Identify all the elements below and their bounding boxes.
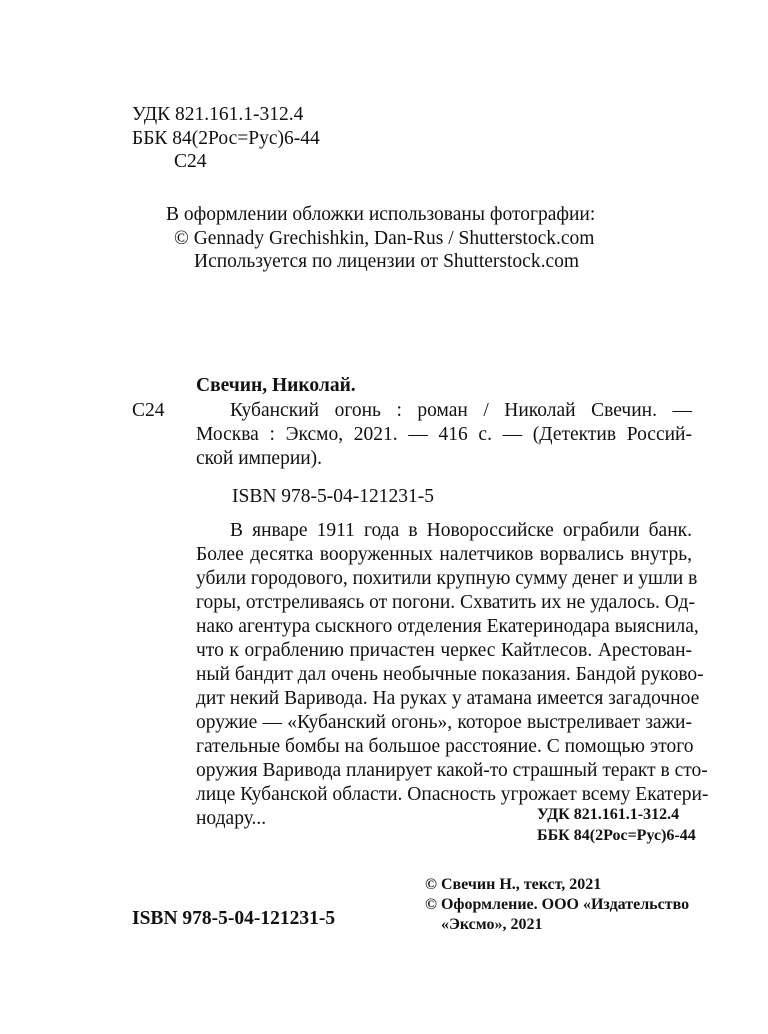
annotation-line: оружия Варивода планирует какой-то страшный теракт в сто-: [196, 760, 708, 781]
annotation-line: горы, отстреливаясь от погони. Схватить их не удалось. Од-: [196, 592, 695, 613]
annotation-line: лице Кубанской области. Опасность угрожает всему Екатери-: [196, 784, 709, 805]
annotation-line: нако агентура сыскного отделения Екатеринодара выяснила,: [196, 616, 699, 637]
annotation-line: В январе 1911 года в Новороссийске ограбили банк.: [230, 520, 692, 541]
annotation-line: убили городового, похитили крупную сумму денег и ушли в: [196, 568, 698, 589]
annotation-line: дит некий Варивода. На руках у атамана имеется загадочное: [196, 688, 700, 709]
catalog-isbn: ISBN 978-5-04-121231-5: [232, 486, 435, 507]
annotation-line: что к ограблению причастен черкес Кайтлесов. Арестован-: [196, 640, 692, 661]
author-code: С24: [174, 151, 207, 172]
copyright-design-line-2: «Эксмо», 2021: [441, 916, 543, 933]
annotation-line: гательные бомбы на большое расстояние. С помощью этого: [196, 736, 694, 757]
catalog-description-line: ской империи).: [196, 448, 323, 469]
copyright-design-line-1: © Оформление. ООО «Издательство: [425, 896, 690, 913]
annotation-line: нодару...: [196, 808, 267, 829]
cover-credit-line-2: © Gennady Grechishkin, Dan-Rus / Shutterstock.com: [174, 228, 595, 249]
catalog-description: [196, 399, 692, 471]
annotation: [196, 519, 709, 831]
copyright-text: © Свечин Н., текст, 2021: [425, 876, 602, 893]
annotation-line: Более десятка вооруженных налетчиков ворвались внутрь,: [196, 544, 692, 565]
catalog-description-line: Кубанский огонь : роман / Николай Свечин. —: [230, 400, 692, 421]
annotation-line: оружие — «Кубанский огонь», которое выстреливает зажи-: [196, 712, 692, 733]
bbk-code: ББК 84(2Рос=Рус)6-44: [132, 128, 320, 149]
footer-udk-code: УДК 821.161.1-312.4: [537, 806, 680, 823]
bottom-isbn: ISBN 978-5-04-121231-5: [132, 908, 336, 929]
udk-code: УДК 821.161.1-312.4: [132, 104, 304, 125]
cover-credit-line-1: В оформлении обложки использованы фотографии:: [166, 204, 596, 225]
annotation-line: ный бандит дал очень необычные показания. Бандой руково-: [196, 664, 704, 685]
cover-credit-line-3: Используется по лицензии от Shutterstock.com: [194, 251, 580, 272]
footer-bbk-code: ББК 84(2Рос=Рус)6-44: [537, 827, 696, 844]
catalog-code: С24: [132, 400, 165, 421]
catalog-author: Свечин, Николай.: [196, 375, 356, 396]
catalog-description-line: Москва : Эксмо, 2021. — 416 с. — (Детектив Россий-: [196, 424, 692, 445]
